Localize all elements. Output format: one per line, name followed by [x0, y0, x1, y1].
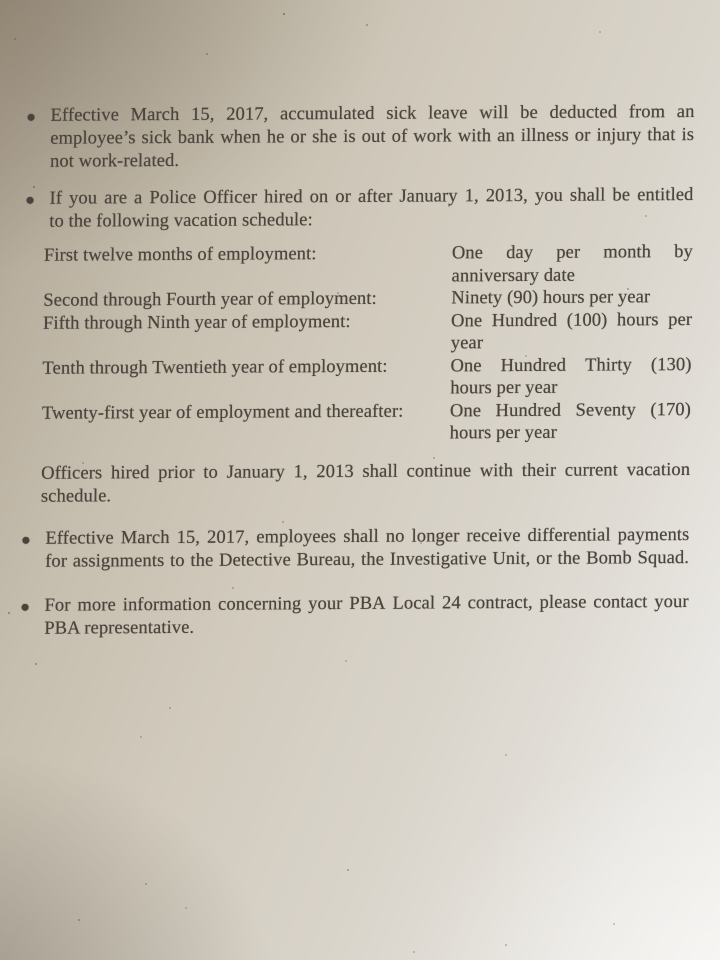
text-line: If you are a Police Officer hired on or after January 1, 2013, you shall be entitled [49, 184, 694, 209]
text-line: One Hundred Seventy (170) [449, 399, 692, 421]
vacation-row-value [451, 286, 692, 310]
text-line: One Hundred Thirty (130) [450, 354, 692, 376]
memo-sections [40, 101, 695, 640]
text-line: anniversary date [451, 265, 576, 286]
text-line: One day per month by [451, 241, 694, 264]
vacation-row-label: Twenty-first year of employment and thereafter: [41, 401, 404, 424]
vacation-table-row [42, 398, 692, 447]
vacation-row-label: First twelve months of employment: [43, 244, 317, 266]
vacation-row-label: Tenth through Twentieth year of employment: [42, 356, 388, 379]
text-line: For more information concerning your PBA Local 24 contract, please contact your [44, 591, 689, 616]
vacation-row-label: Second through Fourth year of employment: [43, 288, 377, 311]
text-line: Officers hired prior to January 1, 2013 shall continue with their current vacation [41, 459, 691, 484]
vacation-table-row [42, 353, 692, 402]
vacation-table-row [43, 241, 693, 290]
sick-leave-bullet [50, 101, 695, 174]
prior-officers-note [41, 458, 691, 508]
vacation-row-label: Fifth through Ninth year of employment: [42, 311, 351, 334]
text-line: hours per year [450, 377, 558, 399]
text-line: Ninety (90) hours per year [451, 287, 651, 309]
vacation-row-value [450, 398, 692, 444]
bullet-marker-icon [22, 536, 29, 543]
differential-bullet [45, 523, 690, 573]
bullet-marker-icon [27, 197, 34, 204]
vacation-row-value [451, 241, 693, 287]
text-line: One Hundred (100) hours per [450, 309, 693, 331]
text-line: PBA representative. [44, 617, 195, 639]
text-line: Effective March 15, 2017, employees shall no longer receive differential payments [45, 524, 690, 549]
text-line: to the following vacation schedule: [49, 210, 313, 232]
text-line: not work-related. [49, 150, 180, 172]
text-line: Effective March 15, 2017, accumulated sick leave will be deducted from an [50, 101, 695, 126]
text-line: year [450, 333, 484, 354]
vacation-table-row [43, 308, 693, 357]
vacation-intro-bullet [49, 184, 694, 234]
text-line: schedule. [40, 485, 112, 507]
bullet-marker-icon [22, 603, 29, 610]
text-line: for assignments to the Detective Bureau, the Investigative Unit, or the Bomb Squad. [45, 547, 690, 572]
vacation-row-value [451, 308, 693, 354]
vacation-row-value [450, 353, 692, 399]
contact-bullet [44, 590, 689, 640]
vacation-table [42, 241, 694, 447]
text-line: hours per year [449, 422, 558, 444]
text-line: employee’s sick bank when he or she is out of work with an illness or injury that is [50, 124, 695, 149]
bullet-marker-icon [28, 114, 35, 121]
